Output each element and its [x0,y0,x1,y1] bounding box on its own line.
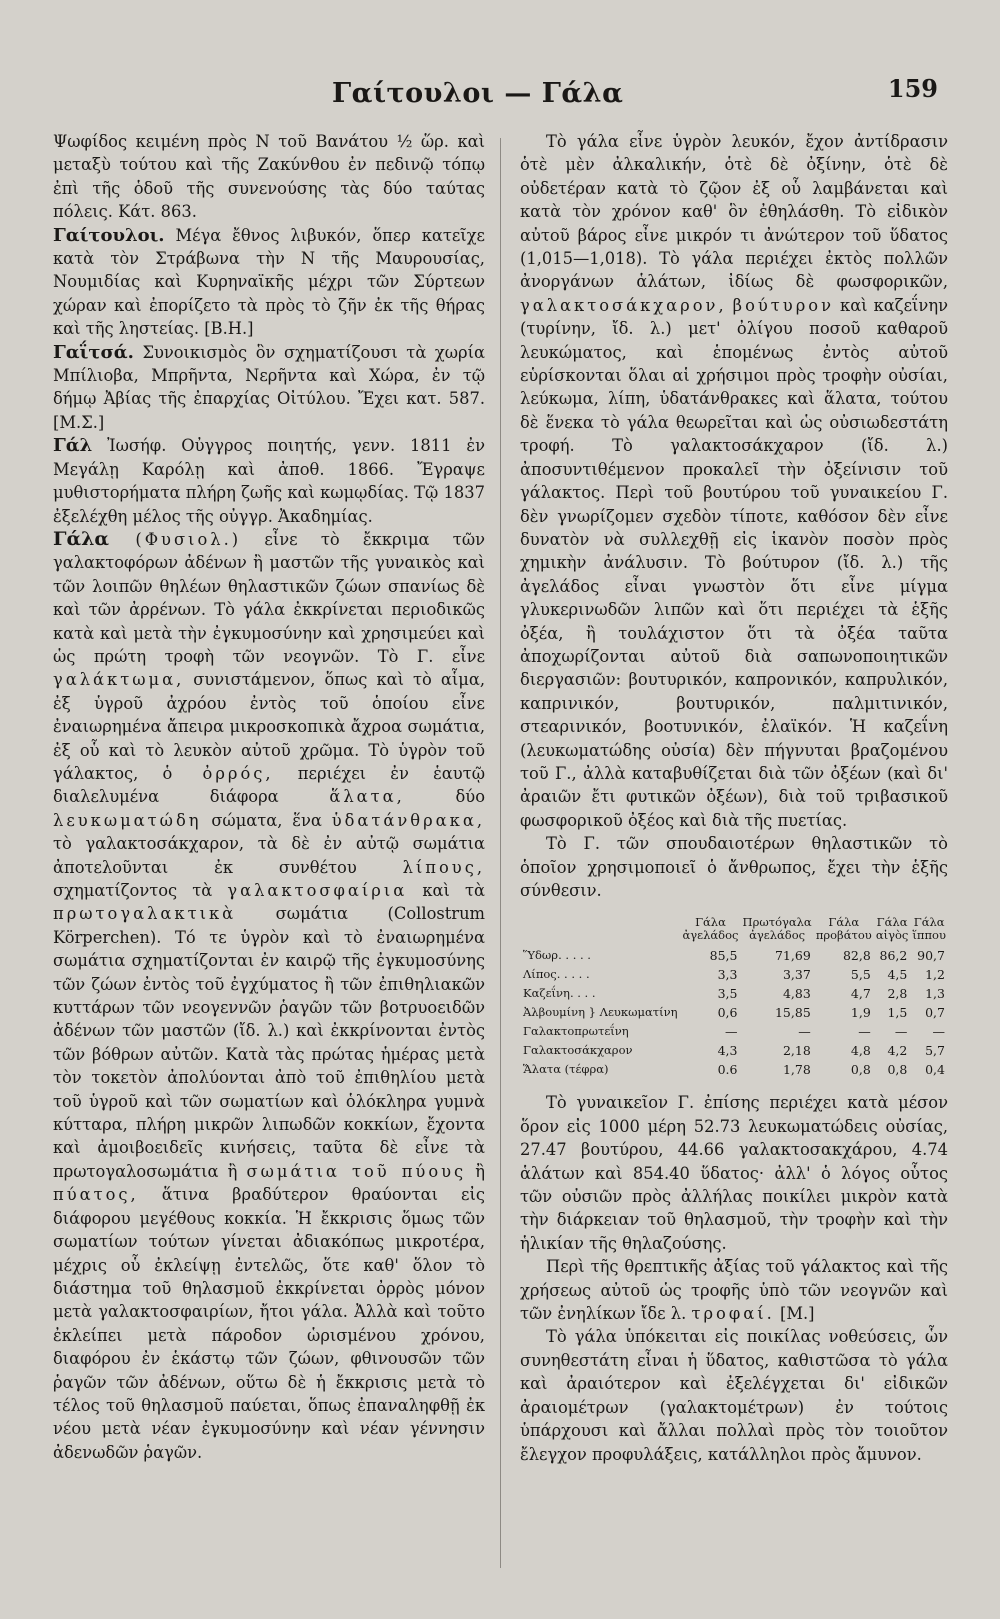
gala-text-7: σχηματίζοντος τὰ [53,881,228,900]
gala-text-5: σώματα, ἕνα [201,810,332,830]
table-row [520,1060,948,1079]
composition-intro: Τὸ Γ. τῶν σπουδαιοτέρων θηλαστικῶν τὸ ὁποῖον χρησιμοποιεῖ ὁ ἄνθρωπος, ἔχει τὴν ἑξῆς σύνθεσιν. [520,834,948,900]
term-galaktosfairia: γαλακτοσφαίρια [227,881,408,900]
gala-text-8: καὶ τὰ [407,881,485,900]
table-header-cell: Γάλα αἰγὸς [875,915,909,943]
table-cell: 5,7 [925,1043,945,1059]
table-cell: 90,7 [917,948,945,964]
gala-text-3: περιέχει ἐν ἑαυτῷ διαλελυμένα διάφορα [53,763,485,807]
table-row-label: Γαλακτοσάκχαρον [523,1043,633,1058]
table-row [520,984,948,1003]
right-column [520,130,948,1466]
table-cell: 1,78 [782,1062,811,1078]
table-cell: 1,3 [925,986,945,1002]
table-cell: 0,8 [887,1062,908,1078]
term-ydatanthraka: ὑδατάνθρακα, [331,810,485,830]
table-row [520,1003,948,1022]
table-header-cell [520,916,680,946]
gala-text-6: τὸ γαλακτοσάκχαρον, τὰ δὲ ἐν αὐτῷ σωμάτια ἀποτελοῦνται ἐκ συνθέτου [53,834,485,877]
table-cell: — [858,1024,871,1040]
gala-properties-paragraph [520,130,948,832]
properties-text-2: καὶ καζεΐνην (τυρίνην, ἴδ. λ.) μετ' ὀλίγου ποσοῦ καθαροῦ λευκώματος, καὶ ἑπομένως ἐντὸς αὐτοῦ εὑρίσκονται ὅλαι αἱ χρήσιμοι πρὸς τροφὴν οὐσίαι, λεύκωμα, λίπη, ὑδατάνθρακες καὶ ἅλατα, τούτου δὲ ἕνεκα τὸ γάλα θεωρεῖται καὶ ὡς οὐσιωδεστάτη τροφή. Τὸ γαλακτοσάκχαρον (ἴδ. λ.) ἀποσυντιθέμενον προκαλεῖ τὴν ὀξείνισιν τοῦ γάλακτος. Περὶ τοῦ βουτύρου τοῦ γυναικείου Γ. δὲν γνωρίζομεν σχεδὸν τίποτε, καθόσον δὲν εἶνε δυνατὸν νὰ συλλεχθῇ εἰς ἱκανὸν ποσὸν πρὸς χημικὴν ἀνάλυσιν. Τὸ βούτυρον (ἴδ. λ.) τῆς ἀγελάδος εἶναι γνωστὸν ὅτι εἶνε μίγμα γλυκερινωδῶν λιπῶν καὶ ὅτι περιέχει τὰ ἑξῆς ὀξέα, ἢ τουλάχιστον ὅτι τὰ ὀξέα ταῦτα ἀποχωρίζονται αὐτοῦ διὰ σαπωνοποιητικῶν διεργασιῶν: βουτυρικόν, καπρονικόν, καπρυλικόν, καπρινικόν, βουτυρικόν, παλμιτινικόν, στεαρινικόν, βοοτυνικόν, ἐλαϊκόν. Ἡ καζεΐνη (λευκωματώδης οὐσία) δὲν πήγνυται βραζομένου τοῦ Γ., ἀλλὰ καταβυθίζεται διὰ τῶν ὀξέων (καὶ δι' ἀραιῶν ἔτι φυτικῶν ὀξέων), διὰ τοῦ τριβασικοῦ φωσφορικοῦ ὀξέος καὶ διὰ τῆς πυετίας. [520,295,948,830]
table-cell: 4,7 [850,986,871,1002]
milk-composition-table [520,916,948,1079]
table-cell: 82,8 [842,948,871,964]
table-cell: — [932,1024,945,1040]
entry-gal [53,434,485,528]
entry-text-gaitsa: Συνοικισμὸς ὃν σχηματίζουσι τὰ χωρία Μπίλιοβα, Μπρῆντα, Νερῆντα καὶ Χώρα, ἐν τῷ δήμῳ Ἀβίας τῆς ἐπαρχίας Οἰτύλου. Ἔχει κατ. 587. [Μ.Σ.] [53,342,485,432]
term-alata: ἅλατα, [329,787,405,807]
headword-gal: Γάλ [53,435,93,457]
table-row [520,965,948,984]
table-cell: 0,6 [717,1005,738,1021]
table-cell: 4,83 [782,986,811,1002]
table-cell: — [798,1024,811,1040]
nutrition-paragraph [520,1255,948,1325]
gala-text-4: δύο [404,787,485,807]
entry-gaitouloi [53,224,485,341]
gala-text-10: ἢ [466,1161,485,1181]
table-cell: 4,2 [887,1043,908,1059]
table-cell: 3,37 [782,967,811,983]
entry-gala [53,528,485,1464]
table-header-cell: Γάλα ἀγελάδος [682,915,739,943]
term-somatia-pyous: σωμάτια τοῦ πύους [246,1161,467,1181]
term-pyatos: πύατος, [53,1185,139,1205]
table-cell: 2,18 [782,1043,811,1059]
table-cell: 1,5 [887,1005,908,1021]
table-header-row [520,916,948,946]
table-cell: — [894,1024,908,1040]
table-row [520,1022,948,1041]
nutrition-text: Περὶ τῆς θρεπτικῆς ἀξίας τοῦ γάλακτος καὶ τῆς χρήσεως αὐτοῦ ὡς τροφῆς ὑπὸ τῶν νεογνῶν καὶ τῶν ἐνηλίκων ἴδε λ. [520,1257,948,1324]
properties-text-1: Τὸ γάλα εἶνε ὑγρὸν λευκόν, ἔχον ἀντίδρασιν ὁτὲ μὲν ἀλκαλικήν, ὁτὲ δὲ ὀξίνην, ὁτὲ δὲ οὐδετέραν κατὰ τὸ ζῷον ἐξ οὗ λαμβάνεται καὶ κατὰ τὸν χρόνον καθ' ὃν ἐθηλάσθη. Τὸ εἰδικὸν αὐτοῦ βάρος εἶνε μικρόν τι ἀνώτερον τοῦ ὕδατος (1,015—1,018). Τὸ γάλα περιέχει ἐκτὸς πολλῶν ἀνοργάνων ἁλάτων, ἰδίως δὲ φωσφορικῶν, [520,132,948,292]
table-row-label: Ὕδωρ. . . . . [523,948,591,963]
entry-text-gaitouloi: Μέγα ἔθνος λιβυκόν, ὅπερ κατεῖχε κατὰ τὸν Στράβωνα τὴν Ν τῆς Μαυρουσίας, Νουμιδίας καὶ Κυρηναϊκῆς μέχρι τῶν Σύρτεων χώραν καὶ ἐπορίζετο τὰ πρὸς τὸ ζῆν ἐκ τῆς θήρας καὶ τῆς ληστείας. [Β.Η.] [53,225,485,339]
table-cell: 3,5 [717,986,738,1002]
running-head-title: Γαίτουλοι — Γάλα [332,78,624,109]
term-voutyron: βούτυρον [732,295,834,315]
table-row-label: Γαλακτοπρωτεΐνη [523,1024,629,1039]
headword-gaitsa: Γαΐτσά. [53,341,134,363]
term-trofai: τροφαί. [691,1304,775,1324]
table-header-cell: Γάλα ἵππου [912,915,946,943]
entry-text-gal: Ἰωσήφ. Οὐγγρος ποιητής, γενν. 1811 ἐν Μεγάλῃ Καρόλῃ καὶ ἀποθ. 1866. Ἔγραψε μυθιστορήματα πλήρη ζωῆς καὶ κωμῳδίας. Τῷ 1837 ἐξελέχθη μέλος τῆς οὐγγρ. Ἀκαδημίας. [53,436,485,526]
column-rule [500,138,501,1568]
running-head [0,70,1000,110]
table-cell: 71,69 [774,948,811,964]
term-protogalaktika: πρωτογαλακτικὰ [53,904,237,924]
table-cell: 2,8 [887,986,908,1002]
gala-subject-label: (Φυσιολ.) [109,529,242,549]
table-row-label: Ἀλβουμίνη } Λευκωματίνη [523,1005,678,1020]
table-cell: 1,9 [850,1005,871,1021]
table-header-cell: Γάλα προβάτου [815,915,872,943]
gala-text-11: ἅτινα βραδύτερον θραύονται εἰς διάφορου μεγέθους κοκκία. Ἡ ἔκκρισις ὅμως τῶν σωματίων τούτων γίνεται ἀδιακόπως μικροτέρα, μέχρις οὗ ἐκλείψῃ ἐντελῶς, ὅτε καθ' ὅλον τὸ διάστημα τοῦ θηλασμοῦ ἐκκρίνεται ὀρρὸς μόνον μετὰ γαλακτοσφαιρίων, ἤτοι γάλα. Ἀλλὰ καὶ τοῦτο ἐκλείπει μετὰ πάροδον ὡρισμένου χρόνου, διαφόρου ἐν ἑκάστῳ τῶν ζώων, φθινουσῶν τῶν ῥαγῶν τῶν ἀδένων, οὕτω δὲ ἡ ἔκκρισις μετὰ τὸ τέλος τοῦ θηλασμοῦ παύεται, ὅπως ἐπαναληφθῇ ἐκ νέου μετὰ νέαν ἐγκυμοσύνην καὶ νέαν γέννησιν ἀδενωδῶν ῥαγῶν. [53,1185,485,1462]
term-galaktoma: γαλάκτωμα, [53,670,185,690]
entry-gaitsa [53,341,485,435]
headword-gala: Γάλα [53,527,110,550]
table-cell: 15,85 [774,1005,811,1021]
table-cell: 0,7 [925,1005,945,1021]
gala-text-1: εἶνε τὸ ἔκκριμα τῶν γαλακτοφόρων ἀδένων ἢ μαστῶν τῆς γυναικὸς καὶ τῶν λοιπῶν θηλέων θηλαστικῶν ζώων σπανίως δὲ καὶ τῶν ἀρρένων. Τὸ γάλα ἐκκρίνεται περιοδικῶς κατὰ καὶ μετὰ τὴν ἐγκυμοσύνην καὶ χρησιμεύει καὶ ὡς πρώτη τροφὴ τῶν νεογνῶν. Τὸ Γ. εἶνε [53,529,485,666]
gala-text-9: σωμάτια (Collostrum Körperchen). Τό τε ὑγρὸν καὶ τὸ ἐναιωρημένα σωμάτια σχηματίζονται ἐν καιρῷ τῆς ἐγκυμοσύνης τῶν ζώων ἐντὸς τοῦ ἐγχύματος ἢ τῶν ἐπιθηλιακῶν κυττάρων τῶν νεογεννῶν ῥαγῶν τῶν βοτρυοειδῶν ἀδένων τῶν μαστῶν (ἴδ. λ.) καὶ ἐκκρίνονται ἐντὸς τῶν βόθρων αὐτῶν. Κατὰ τὰς πρώτας ἡμέρας μετὰ τὸν τοκετὸν ἀπολύονται ἀπὸ τοῦ ἐπιθηλίου μετὰ τοῦ ὑγροῦ καὶ τῶν σωματίων καὶ ὁλόκληρα γυμνὰ κύτταρα, πλήρη μικρῶν λιπωδῶν κοκκίων, ἔχοντα καὶ ἀμοιβοειδεῖς κινήσεις, ταῦτα δὲ εἶνε τὰ πρωτογαλοσωμάτια ἢ [53,904,485,1181]
entry-continuation: Ψωφίδος κειμένη πρὸς Ν τοῦ Βανάτου ½ ὥρ. καὶ μεταξὺ τούτου καὶ τῆς Ζακύνθου ἐν πεδινῷ τόπῳ ἐπὶ τῆς ὁδοῦ τῆς συνενούσης τὰς δύο ταύτας πόλεις. Κάτ. 863. [53,132,485,222]
table-header-cell: Πρωτόγαλα ἀγελάδος [742,915,812,943]
page-number: 159 [887,74,938,103]
term-lipous: λίπους, [402,857,485,877]
adulteration-paragraph: Τὸ γάλα ὑπόκειται εἰς ποικίλας νοθεύσεις, ὧν συνηθεστάτη εἶναι ἡ ὕδατος, καθιστῶσα τὸ γάλα καὶ ἀραιότερον καὶ ἐξελέγχεται δι' εἰδικῶν ἀραιομέτρων (γαλακτομέτρων) ἐν τούτοις ὑπάρχουσι καὶ ἄλλαι πολλαὶ πρὸς τὸν τοιοῦτον ἔλεγχον προφυλάξεις, κατάλληλοι πρὸς ἄμυνον. [520,1327,948,1464]
term-galaktosakcharon: γαλακτοσάκχαρον, [520,295,727,315]
human-milk-paragraph: Τὸ γυναικεῖον Γ. ἐπίσης περιέχει κατὰ μέσον ὅρον εἰς 1000 μέρη 52.73 λευκωματώδεις οὐσίας, 27.47 βουτύρου, 44.66 γαλακτοσακχάρου, 4.74 ἁλάτων καὶ 854.40 ὕδατος· ἀλλ' ὁ λόγος οὗτος τῶν οὐσιῶν πρὸς ἀλλήλας ποικίλει μικρὸν κατὰ τὴν διάρκειαν τοῦ θηλασμοῦ, τὴν τροφὴν καὶ τὴν ἡλικίαν τῆς θηλαζούσης. [520,1093,948,1253]
table-cell: — [724,1024,738,1040]
table-cell: 86,2 [879,948,908,964]
table-cell: 0,8 [850,1062,871,1078]
table-row-label: Καζεΐνη. . . . [523,986,596,1001]
table-cell: 3,3 [717,967,738,983]
table-cell: 0.6 [717,1062,738,1078]
headword-gaitouloi: Γαίτουλοι. [53,224,165,246]
table-row-label: Λίπος. . . . . [523,967,590,982]
gala-text-2: συνιστάμενον, ὅπως καὶ τὸ αἷμα, ἐξ ὑγροῦ ἀχρόου ἐντὸς τοῦ ὁποίου εἶνε ἐναιωρημένα ἄπειρα μικροσκοπικὰ ἄχροα σωμάτια, ἐξ οὗ καὶ τὸ λευκὸν αὐτοῦ χρῶμα. Τὸ ὑγρὸν τοῦ γάλακτος, [53,670,485,783]
table-cell: 85,5 [709,948,738,964]
nutrition-sign: [Μ.] [774,1304,815,1324]
table-cell: 1,2 [925,967,945,983]
table-row-label: Ἅλατα (τέφρα) [523,1062,609,1077]
table-cell: 0,4 [925,1062,945,1078]
left-column [53,130,485,1464]
table-cell: 4,5 [887,967,908,983]
term-leukomatodi: λευκωματώδη [53,810,202,830]
table-cell: 4,3 [717,1043,738,1059]
term-orros: ὁ ὀρρός, [162,763,274,783]
table-cell: 4,8 [850,1043,871,1059]
table-cell: 5,5 [850,967,871,983]
table-row [520,1041,948,1060]
table-row [520,946,948,965]
